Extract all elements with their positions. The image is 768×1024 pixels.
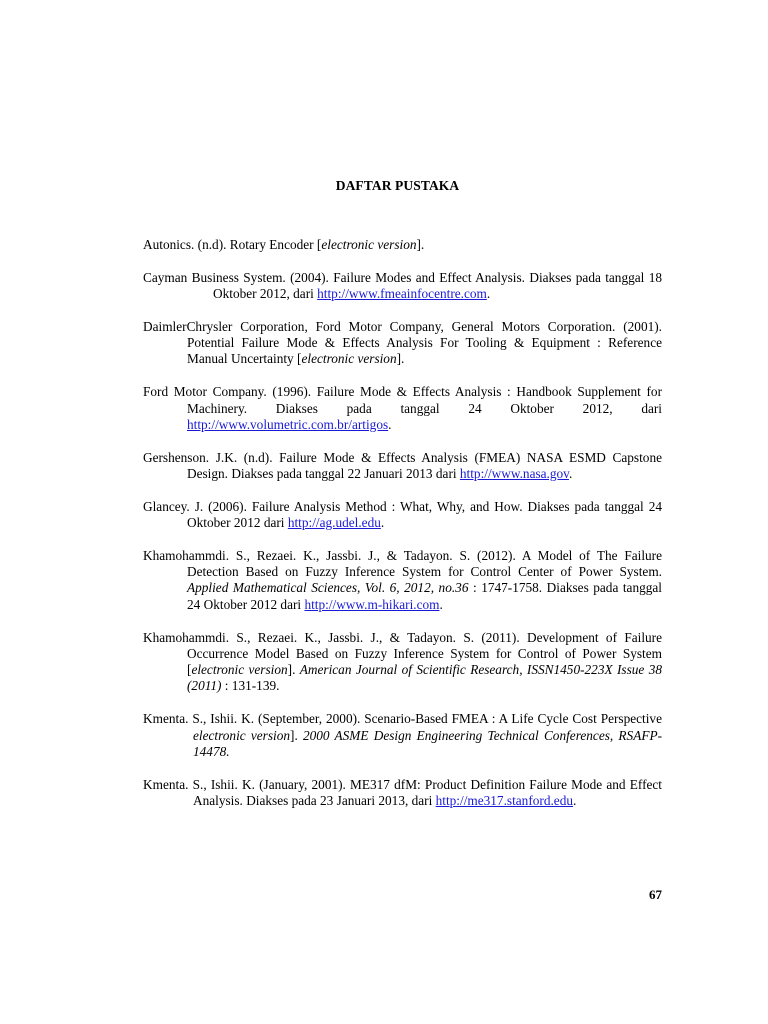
reference-autonics xyxy=(143,237,662,253)
reference-text: Gershenson. J.K. (n.d). Failure Mode & Effects Analysis (FMEA) NASA ESMD Capstone Design. Diakses pada tanggal 22 Januari 2013 dari xyxy=(143,449,662,481)
reference-kmenta-2001 xyxy=(143,777,662,810)
reference-khamohammdi-2011 xyxy=(143,630,662,695)
reference-link[interactable]: http://www.nasa.gov xyxy=(459,465,569,481)
reference-italic: electronic version xyxy=(193,727,291,743)
reference-text: Kmenta. S., Ishii. K. (September, 2000). Scenario-Based FMEA : A Life Cycle Cost Perspective xyxy=(143,711,662,727)
reference-text: . xyxy=(380,515,385,531)
reference-italic: American Journal of Scientific Research, ISSN1450-223X Issue 38 (2011) xyxy=(187,662,662,694)
reference-link[interactable]: http://me317.stanford.edu xyxy=(435,792,574,808)
reference-italic: electronic version xyxy=(301,351,397,367)
reference-daimlerchrysler xyxy=(143,319,662,368)
reference-italic: 2000 ASME Design Engineering Technical Conferences, RSAFP-14478. xyxy=(193,727,663,759)
reference-text: Kmenta. S., Ishii. K. (January, 2001). ME317 dfM: Product Definition Failure Mode and Effect Analysis. Diakses pada 23 Januari 2013, dari xyxy=(143,776,662,808)
reference-text: ]. xyxy=(396,351,405,367)
reference-text: Khamohammdi. S., Rezaei. K., Jassbi. J., & Tadayon. S. (2011). Development of Failure Occurrence Model Based on Fuzzy Inference System for Control of Power System [ xyxy=(143,629,662,678)
reference-text: ]. xyxy=(287,662,300,678)
reference-text: Glancey. J. (2006). Failure Analysis Method : What, Why, and How. Diakses pada tanggal 24 Oktober 2012 dari xyxy=(143,498,662,531)
reference-text: : 131-139. xyxy=(221,678,280,694)
page-number: 67 xyxy=(649,887,662,902)
reference-list xyxy=(143,237,662,826)
reference-gershenson xyxy=(143,450,662,483)
reference-text: DaimlerChrysler Corporation, Ford Motor Company, General Motors Corporation. (2001). Potential Failure Mode & Effects Analysis For Tooling & Equipment : Reference Manual Uncertainty [ xyxy=(143,318,662,367)
reference-text: . xyxy=(439,596,443,612)
reference-text: Ford Motor Company. (1996). Failure Mode & Effects Analysis : Handbook Supplement for Machinery. Diakses pada tanggal 24 Oktober 2012, dari xyxy=(143,384,662,416)
reference-link[interactable]: http://www.m-hikari.com xyxy=(304,596,440,612)
reference-link[interactable]: http://www.fmeainfocentre.com xyxy=(317,286,487,302)
reference-italic: electronic version xyxy=(191,662,288,678)
reference-text: . xyxy=(388,416,392,432)
reference-cayman xyxy=(143,270,662,303)
reference-text: . xyxy=(486,286,491,302)
reference-ford xyxy=(143,384,662,433)
reference-link[interactable]: http://ag.udel.edu xyxy=(287,515,381,531)
reference-link[interactable]: http://www.volumetric.com.br/artigos xyxy=(187,416,389,432)
reference-text: ]. xyxy=(416,237,425,252)
reference-text: ]. xyxy=(290,727,303,743)
reference-italic: Applied Mathematical Sciences, Vol. 6, 2012, no.36 xyxy=(187,580,469,596)
reference-text: . xyxy=(568,465,573,481)
reference-khamohammdi-2012 xyxy=(143,548,662,613)
reference-text: Khamohammdi. S., Rezaei. K., Jassbi. J., & Tadayon. S. (2012). A Model of The Failure Detection Based on Fuzzy Inference System for Control Center of Power System. xyxy=(143,547,662,580)
page-title: DAFTAR PUSTAKA xyxy=(335,178,460,193)
reference-text: Cayman Business System. (2004). Failure Modes and Effect Analysis. Diakses pada tanggal 18 Oktober 2012, dari xyxy=(143,269,662,302)
reference-italic: electronic version xyxy=(321,237,417,252)
reference-kmenta-2000 xyxy=(143,711,662,760)
reference-text: . xyxy=(573,792,577,808)
reference-text: Autonics. (n.d). Rotary Encoder [ xyxy=(143,237,322,252)
reference-glancey xyxy=(143,499,662,532)
reference-text: : 1747-1758. Diakses pada tanggal 24 Oktober 2012 dari xyxy=(187,580,662,612)
